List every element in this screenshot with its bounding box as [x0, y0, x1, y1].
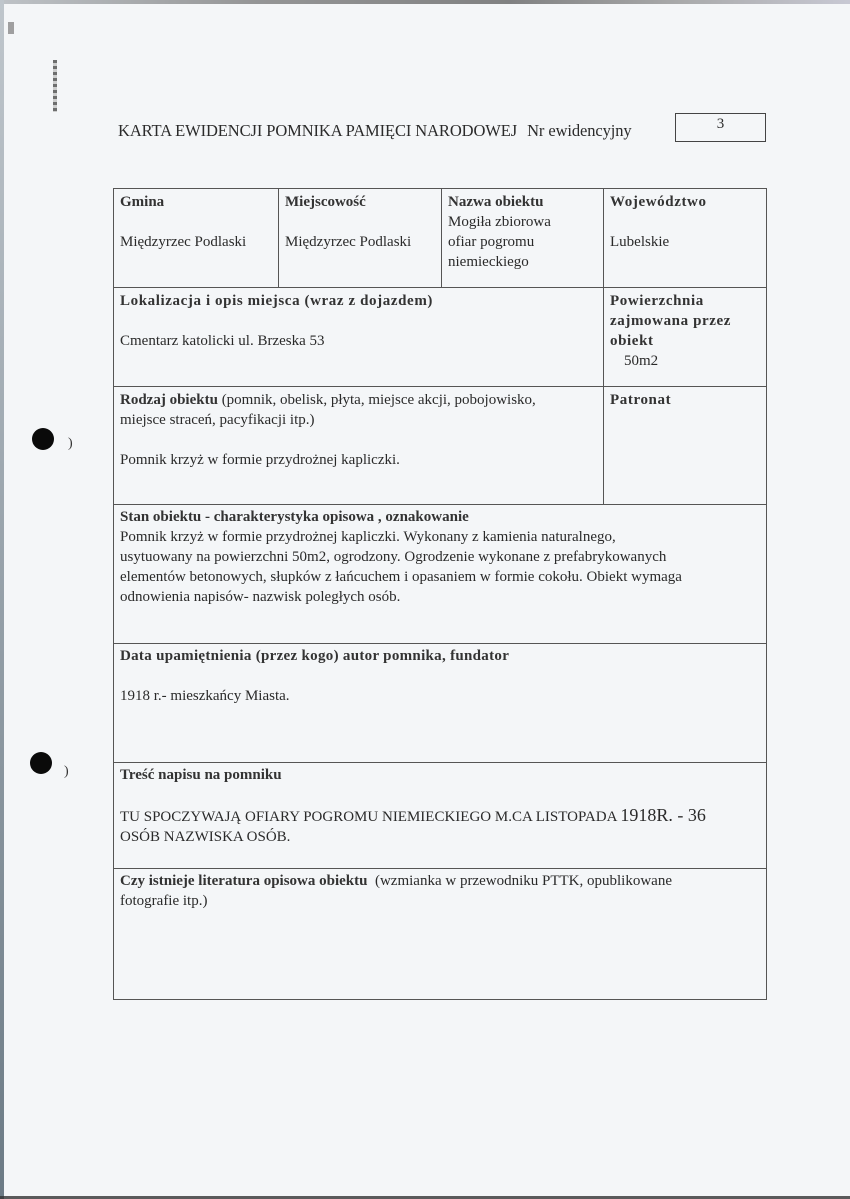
stan-obiektu-line-2: usytuowany na powierzchni 50m2, ogrodzony. Ogrodzenie wykonane z prefabrykowanych: [120, 549, 667, 565]
stan-obiektu-line-3: elementów betonowych, słupków z łańcuchem i opasaniem w formie cokołu. Obiekt wymaga: [120, 569, 682, 585]
wojewodztwo-value: Lubelskie: [610, 234, 670, 250]
gmina-label: Gmina: [120, 194, 165, 210]
miejscowosc-value: Międzyrzec Podlaski: [285, 234, 412, 250]
cell-data-upamietnienia: [114, 644, 766, 762]
tresc-napisu-line-2: OSÓB NAZWISKA OSÓB.: [120, 829, 291, 845]
nazwa-obiektu-value-3: niemieckiego: [448, 254, 529, 270]
row-inscription: [114, 763, 766, 869]
rodzaj-obiektu-hint-1: (pomnik, obelisk, płyta, miejsce akcji, pobojowisko,: [217, 392, 536, 408]
nr-label: Nr ewidencyjny: [527, 121, 632, 140]
gmina-value: Międzyrzec Podlaski: [120, 234, 247, 250]
row-condition: [114, 505, 766, 644]
stan-obiektu-line-1: Pomnik krzyż w formie przydrożnej kapliczki. Wykonany z kamienia naturalnego,: [120, 529, 616, 545]
literatura-hint-1: (wzmianka w przewodniku PTTK, opublikowane: [367, 873, 672, 889]
row-commemoration-date: [114, 644, 766, 763]
punch-hole-top: [32, 428, 54, 450]
tresc-napisu-label: Treść napisu na pomniku: [120, 767, 282, 783]
lokalizacja-value: Cmentarz katolicki ul. Brzeska 53: [120, 333, 325, 349]
margin-tape-mark: [53, 60, 57, 112]
nazwa-obiektu-label: Nazwa obiektu: [448, 194, 544, 210]
document-title: KARTA EWIDENCJI POMNIKA PAMIĘCI NARODOWEJ: [118, 121, 518, 140]
cell-tresc-napisu: [114, 763, 766, 868]
scan-edge-left: [0, 0, 4, 1199]
nazwa-obiektu-value-2: ofiar pogromu: [448, 234, 535, 250]
document-title-line: [118, 121, 632, 141]
punch-mark-bottom: ): [64, 764, 69, 779]
punch-hole-bottom: [30, 752, 52, 774]
staple-mark: [8, 22, 14, 34]
patronat-label: Patronat: [610, 392, 672, 408]
powierzchnia-label-3: obiekt: [610, 333, 654, 349]
tresc-napisu-year: 1918: [620, 805, 657, 825]
rodzaj-obiektu-label: Rodzaj obiektu: [120, 392, 218, 408]
record-form-table: [113, 188, 767, 1000]
row-object-type: [114, 387, 766, 505]
nazwa-obiektu-value-1: Mogiła zbiorowa: [448, 214, 551, 230]
row-basic-info: [114, 189, 766, 288]
stan-obiektu-label: Stan obiektu - charakterystyka opisowa , oznakowanie: [120, 509, 469, 525]
powierzchnia-label-1: Powierzchnia: [610, 293, 704, 309]
scan-edge-top: [0, 0, 850, 4]
literatura-hint-2: fotografie itp.): [120, 893, 208, 909]
data-upamietnienia-value: 1918 r.- mieszkańcy Miasta.: [120, 688, 290, 704]
cell-patronat: [603, 387, 766, 504]
cell-literatura: [114, 869, 766, 999]
punch-mark-top: ): [68, 436, 73, 451]
miejscowosc-label: Miejscowość: [285, 194, 366, 210]
cell-gmina: [114, 189, 278, 287]
row-location: [114, 288, 766, 387]
lokalizacja-label: Lokalizacja i opis miejsca (wraz z dojazdem): [120, 293, 434, 309]
stan-obiektu-line-4: odnowienia napisów- nazwisk poległych osób.: [120, 589, 401, 605]
tresc-napisu-line-1: [120, 805, 760, 827]
cell-nazwa-obiektu: [441, 189, 603, 287]
cell-lokalizacja: [114, 288, 603, 386]
registration-number-box: [675, 113, 766, 142]
row-literature: [114, 869, 766, 999]
cell-rodzaj-obiektu: [114, 387, 603, 504]
cell-powierzchnia: [603, 288, 766, 386]
data-upamietnienia-label: Data upamiętnienia (przez kogo) autor pomnika, fundator: [120, 648, 510, 664]
literatura-label: Czy istnieje literatura opisowa obiektu: [120, 873, 368, 889]
tresc-napisu-text-a: TU SPOCZYWAJĄ OFIARY POGROMU NIEMIECKIEGO M.CA LISTOPADA: [120, 809, 621, 825]
tresc-napisu-text-c: R. - 36: [656, 805, 706, 825]
rodzaj-obiektu-value: Pomnik krzyż w formie przydrożnej kapliczki.: [120, 452, 400, 468]
cell-miejscowosc: [278, 189, 441, 287]
registration-number: 3: [716, 116, 725, 132]
cell-stan-obiektu: [114, 505, 766, 643]
cell-wojewodztwo: [603, 189, 766, 287]
powierzchnia-label-2: zajmowana przez: [610, 313, 732, 329]
wojewodztwo-label: Województwo: [610, 194, 707, 210]
rodzaj-obiektu-hint-2: miejsce straceń, pacyfikacji itp.): [120, 412, 315, 428]
powierzchnia-value: 50m2: [624, 353, 659, 369]
